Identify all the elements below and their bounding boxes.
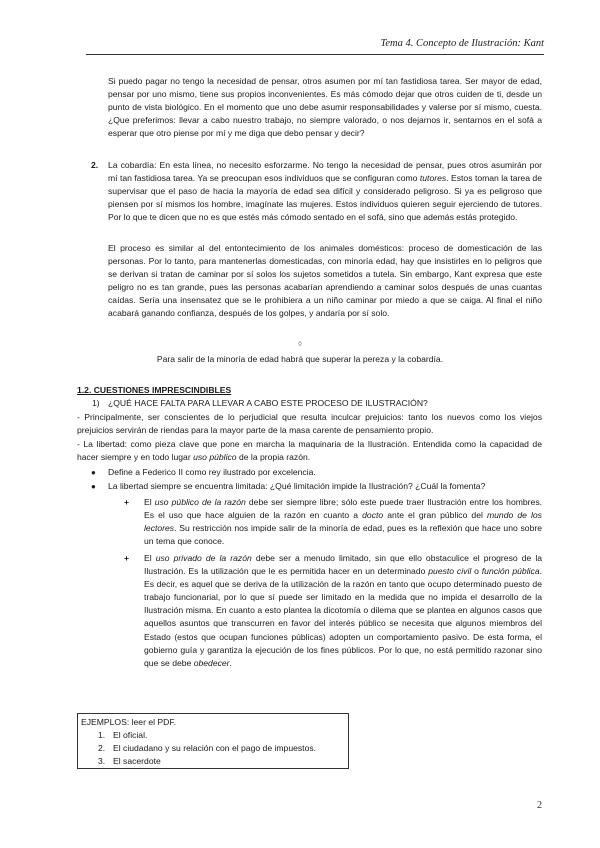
bullet-icon: ● [91,482,96,491]
bullet-libertad-limitada: La libertad siempre se encuentra limitada: ¿Qué limitación impide la Ilustración? ¿Cuál la fomenta? [108,481,486,491]
dash-libertad: - La libertad: como pieza clave que pone en marcha la maquinaria de la Ilustración. Entendida como la capacidad de hacer siempre y en todo lugar uso público de la propia razón. [77,439,542,463]
list-item: 3. El sacerdote [98,756,161,766]
divider-mark: ◊ [298,341,302,348]
list-item: 1. El oficial. [98,730,148,740]
plus-icon: + [124,553,130,563]
page-number: 2 [537,800,542,811]
examples-title: EJEMPLOS: leer el PDF. [81,717,177,727]
examples-box [77,713,349,769]
summary-sentence: Para salir de la minoría de edad habrá que superar la pereza y la cobardía. [156,354,444,364]
question-heading: ¿QUÉ HACE FALTA PARA LLEVAR A CABO ESTE PROCESO DE ILUSTRACIÓN? [108,398,428,408]
sub-uso-privado: El uso privado de la razón debe ser a menudo limitado, sin que ello obstaculice el progreso de la Ilustración. Es la utilización que le es permitida hacer en un determinado puesto civil o función pública. Es decir, es aquel que se deriva de la utilización de la razón en tanto que ocupo determinado puesto de trabajo funcionarial, por lo que sí puede ser limitado en la medida que no impida el desarrollo de la Ilustración misma. En cuanto a esto plantea la dicotomía o dilema que se plantea en algunos casos que aquellos asuntos que transcurren en favor del interés público se necesita que algunos miembros del Estado (estos que ocupan funciones públicas) adopten un comportamiento pasivo. De esta forma, el gobierno guía y garantiza la ejecución de los fines públicos. Por lo que, no está permitido razonar sino que se debe obedecer. [144,553,543,668]
paragraph-domesticacion: El proceso es similar al del entontecimiento de los animales domésticos: proceso de domesticación de las personas. Por lo tanto, para mantenerlas domesticadas, con minoría edad, hay que insistirles en lo peligros que se derivan si tratan de caminar por sí solos los sujetos sometidos a tutela. Sin embargo, Kant expresa que este peligro no es tan grande, pues las personas acabarían aprendiendo a caminar solos después de unas cuantas caídas. Sería una insensatez que se le prohibiera a un niño caminar por miedo a que se caiga. Al final el niño acabará ganando confianza, después de los golpes, y andaría por sí solo. [108,243,542,319]
section-heading: 1.2. CUESTIONES IMPRESCINDIBLES [77,385,232,395]
plus-icon: + [124,497,130,507]
page-header-title: Tema 4. Concepto de Ilustración: Kant [380,38,544,49]
list-item: 2. El ciudadano y su relación con el pago de impuestos. [98,743,317,753]
list-number-2: 2. [91,160,99,170]
paragraph-cobardia: La cobardía: En esta línea, no necesito esforzarme. No tengo la necesidad de pensar, pues otros asumirán por mí tan fastidiosa tarea. Ya se preocupan esos individuos que se configuran como tutores. Estos toman la tarea de supervisar que el paso de hacia la mayoría de edad sea difícil y considerado peligroso. Si ya es peligroso que piensen por sí mismos los hombre, imagínate las mujeres. Estos individuos quieren seguir ejerciendo de tutores. Por lo que te dicen que no es que estés más cómodo sentado en el sofá, sino que además estás protegido. [108,160,542,223]
dash-prejuicios: - Principalmente, ser conscientes de lo perjudicial que resulta inculcar prejuicios: tanto los nuevos como los viejos prejuicios servirán de riendas para la mayor parte de la masa carente de pensamiento propio. [77,412,542,436]
paragraph-pereza: Si puedo pagar no tengo la necesidad de pensar, otros asumen por mí tan fastidiosa tarea. Ser mayor de edad, pensar por uno mismo, tiene sus propios inconvenientes. Es más cómodo dejar que otros cuiden de ti, desde un punto de vista biológico. En el momento que uno debe asumir responsabilidades y valerse por sí mismo, cuesta. ¿Que preferimos: llevar a cabo nuestro trabajo, no siempre valorado, o nos dejarnos ir, sentarnos en el sofá a esperar que otro piense por mí y me diga que debo pensar y decir? [108,76,542,139]
question-number: 1) [92,398,100,408]
sub-uso-publico: El uso público de la razón debe ser siempre libre; sólo este puede traer Ilustración entre los hombres. Es el uso que hace alguien de la razón en cuanto a docto ante el gran público del mundo de los lectores. Su restricción nos impide salir de la minoría de edad, pues es la reflexión que hace uno sobre un tema que conoce. [144,497,543,547]
header-rule [86,54,544,55]
bullet-icon: ● [91,468,96,477]
bullet-federico: Define a Federico II como rey ilustrado por excelencia. [108,467,316,477]
